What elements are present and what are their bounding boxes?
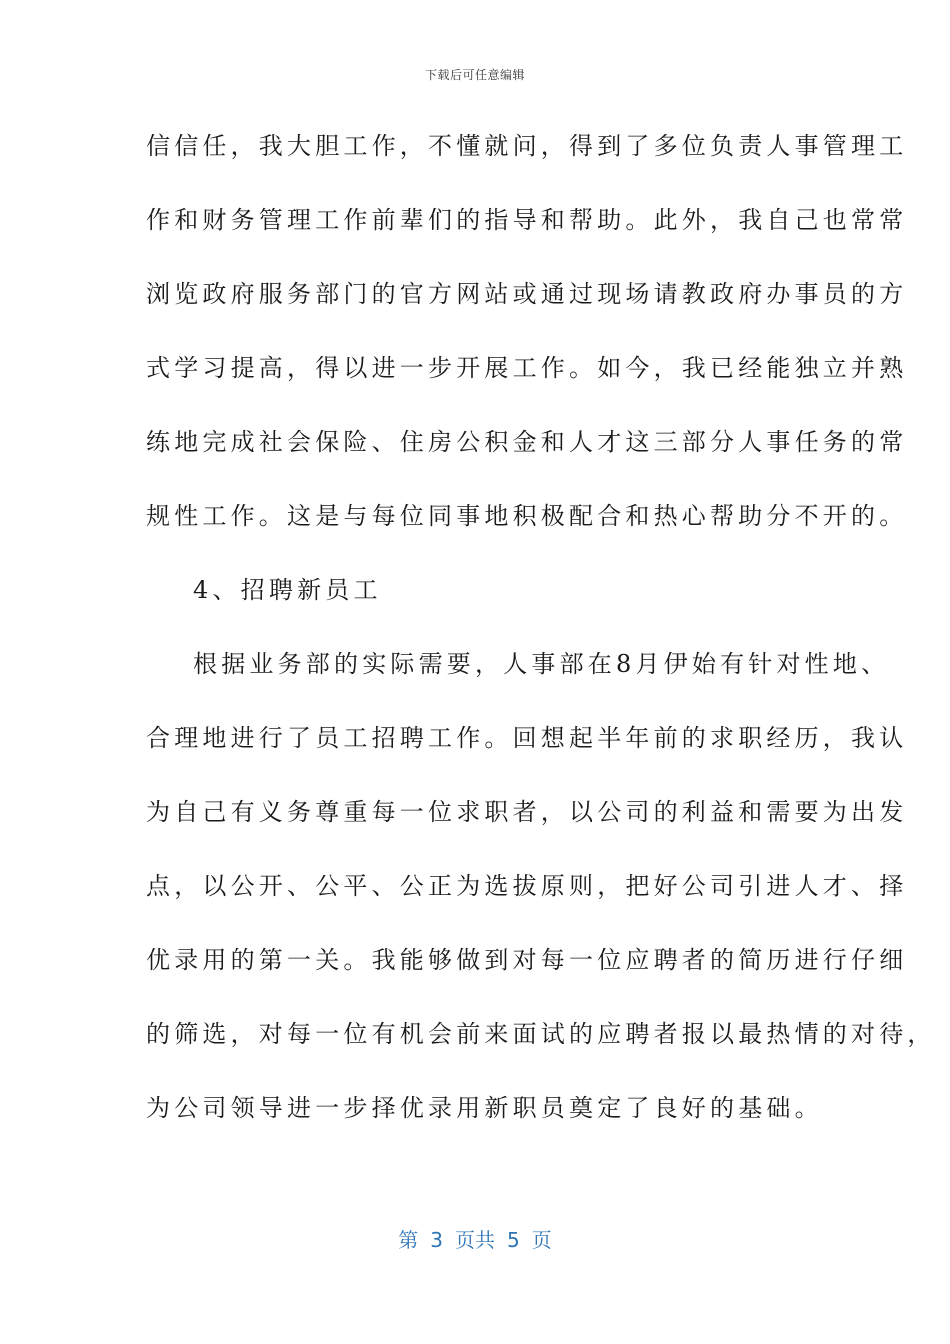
total-pages-number: 5 — [507, 1228, 520, 1252]
section-heading: 4、招聘新员工 — [193, 576, 382, 604]
page-label-mid: 页共 — [455, 1228, 495, 1252]
paragraph-line: 合理地进行了员工招聘工作。回想起半年前的求职经历，我认 — [146, 724, 908, 752]
page-footer — [0, 1224, 950, 1253]
page-label-suffix: 页 — [531, 1228, 552, 1252]
paragraph-line: 根据业务部的实际需要，人事部在8月伊始有针对性地、 — [193, 650, 890, 678]
paragraph-line: 浏览政府服务部门的官方网站或通过现场请教政府办事员的方 — [146, 280, 908, 308]
paragraph-line: 点，以公开、公平、公正为选拔原则，把好公司引进人才、择 — [146, 872, 908, 900]
paragraph-line: 练地完成社会保险、住房公积金和人才这三部分人事任务的常 — [146, 428, 908, 456]
paragraph-line: 的筛选，对每一位有机会前来面试的应聘者报以最热情的对待， — [146, 1020, 936, 1048]
header-note: 下载后可任意编辑 — [424, 68, 525, 82]
paragraph-line: 为自己有义务尊重每一位求职者，以公司的利益和需要为出发 — [146, 798, 908, 826]
current-page-number: 3 — [430, 1228, 443, 1252]
paragraph-line: 优录用的第一关。我能够做到对每一位应聘者的简历进行仔细 — [146, 946, 908, 974]
page-label-prefix: 第 — [398, 1228, 419, 1252]
paragraph-line: 作和财务管理工作前辈们的指导和帮助。此外，我自己也常常 — [146, 206, 908, 234]
paragraph-line: 式学习提高，得以进一步开展工作。如今，我已经能独立并熟 — [146, 354, 908, 382]
paragraph-line: 信信任，我大胆工作，不懂就问，得到了多位负责人事管理工 — [146, 132, 908, 160]
paragraph-line: 规性工作。这是与每位同事地积极配合和热心帮助分不开的。 — [146, 502, 908, 530]
paragraph-line: 为公司领导进一步择优录用新职员奠定了良好的基础。 — [146, 1094, 823, 1122]
